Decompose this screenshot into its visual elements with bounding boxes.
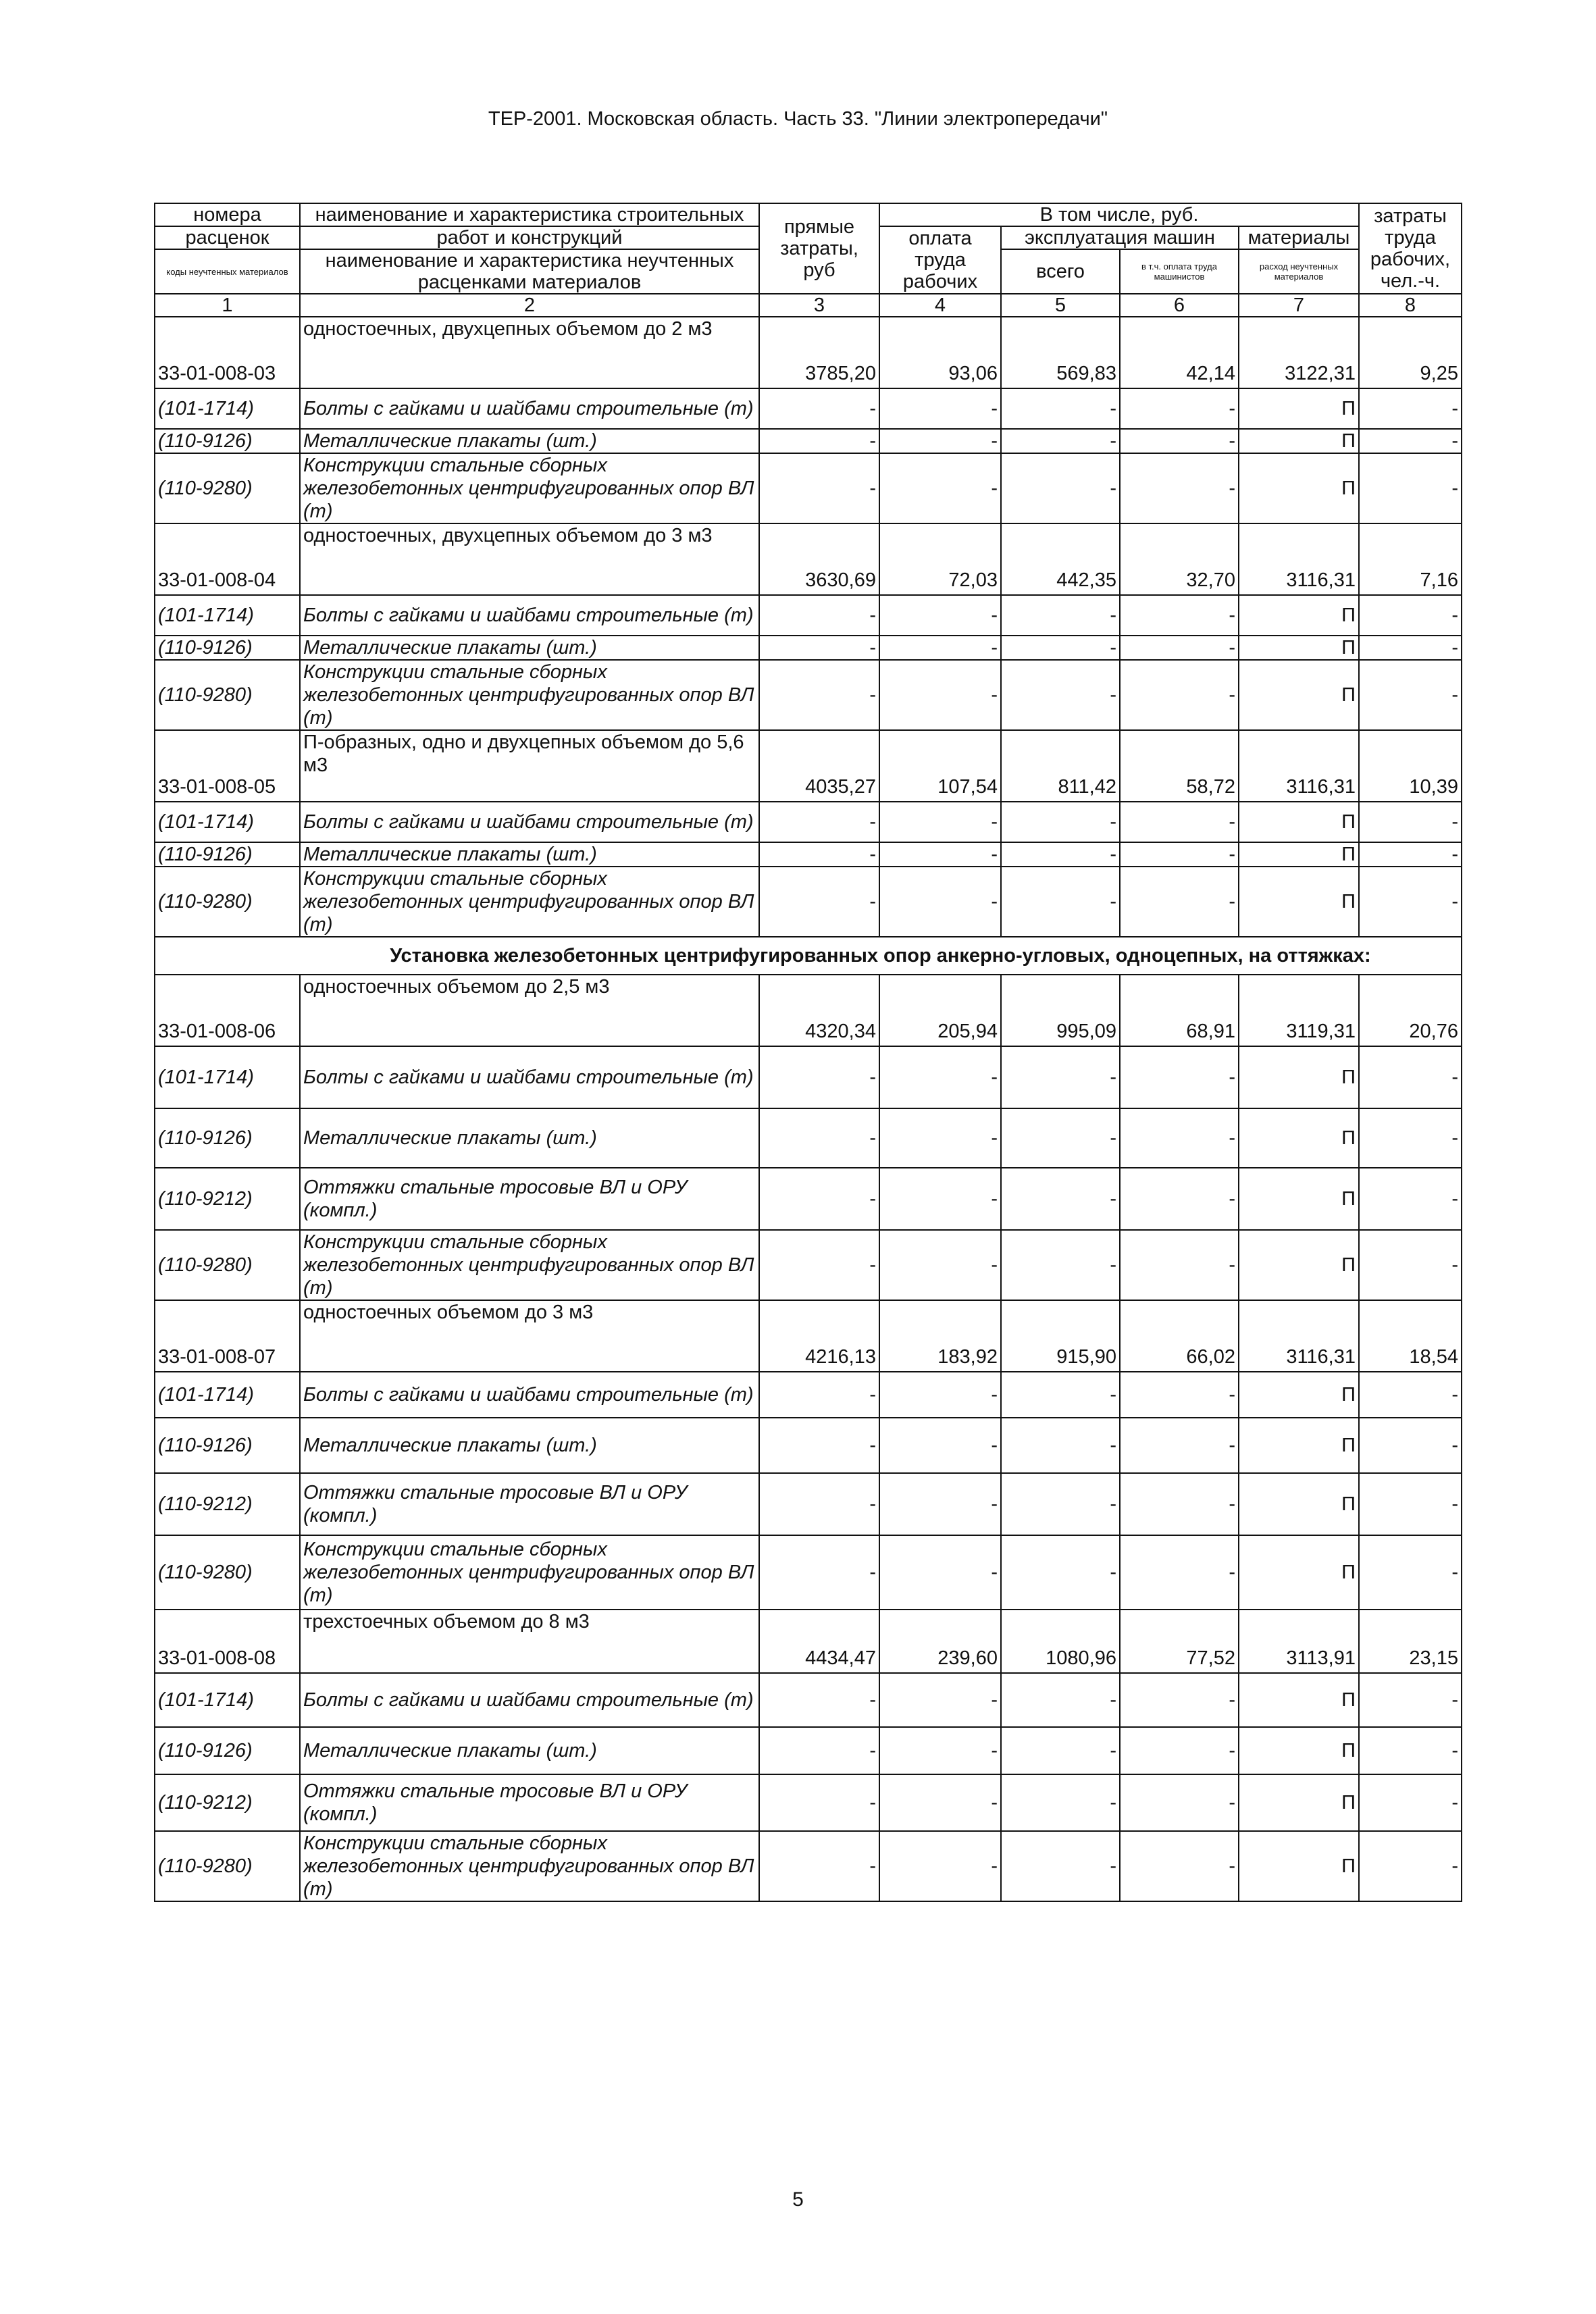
dash-cell: - bbox=[759, 802, 879, 842]
dash-cell: - bbox=[1120, 1168, 1239, 1230]
dash-cell: - bbox=[1359, 429, 1462, 453]
dash-cell: - bbox=[759, 867, 879, 937]
direct-cost: 4216,13 bbox=[759, 1300, 879, 1372]
dash-cell: - bbox=[759, 1673, 879, 1727]
col1-header-small: коды неучтенных материалов bbox=[155, 249, 300, 294]
dash-cell: - bbox=[1001, 1535, 1120, 1610]
dash-cell: - bbox=[1001, 1372, 1120, 1418]
material-mark: П bbox=[1239, 1673, 1359, 1727]
material-code: (101-1714) bbox=[155, 595, 300, 636]
dash-cell: - bbox=[1001, 867, 1120, 937]
dash-cell: - bbox=[1359, 1673, 1462, 1727]
labor-cost: 239,60 bbox=[879, 1610, 1001, 1673]
labor-cost: 72,03 bbox=[879, 523, 1001, 595]
dash-cell: - bbox=[1359, 867, 1462, 937]
dash-cell: - bbox=[879, 1168, 1001, 1230]
material-row bbox=[155, 636, 1462, 660]
dash-cell: - bbox=[1359, 842, 1462, 867]
col-num-4: 4 bbox=[879, 294, 1001, 317]
dash-cell: - bbox=[1359, 1046, 1462, 1108]
dash-cell: - bbox=[879, 1230, 1001, 1300]
material-row bbox=[155, 1727, 1462, 1774]
rates-table bbox=[154, 203, 1462, 1902]
material-mark: П bbox=[1239, 867, 1359, 937]
dash-cell: - bbox=[1359, 1168, 1462, 1230]
material-row bbox=[155, 802, 1462, 842]
dash-cell: - bbox=[759, 660, 879, 730]
col1-header-top: номера bbox=[155, 203, 300, 226]
rate-name: одностоечных объемом до 3 м3 bbox=[300, 1300, 759, 1372]
dash-cell: - bbox=[1001, 660, 1120, 730]
rate-code: 33-01-008-07 bbox=[155, 1300, 300, 1372]
machines-total: 569,83 bbox=[1001, 317, 1120, 388]
rate-code: 33-01-008-03 bbox=[155, 317, 300, 388]
dash-cell: - bbox=[879, 636, 1001, 660]
rate-row bbox=[155, 1610, 1462, 1673]
dash-cell: - bbox=[759, 1168, 879, 1230]
col8-header: затраты труда рабочих, чел.-ч. bbox=[1359, 203, 1462, 294]
machines-header: эксплуатация машин bbox=[1001, 226, 1239, 249]
material-row bbox=[155, 1831, 1462, 1901]
dash-cell: - bbox=[1001, 429, 1120, 453]
dash-cell: - bbox=[879, 1046, 1001, 1108]
rate-name: одностоечных, двухцепных объемом до 3 м3 bbox=[300, 523, 759, 595]
material-row bbox=[155, 595, 1462, 636]
labor-hours: 7,16 bbox=[1359, 523, 1462, 595]
material-name: Конструкции стальные сборных железобетонных центрифугированных опор ВЛ (т) bbox=[300, 660, 759, 730]
dash-cell: - bbox=[879, 842, 1001, 867]
dash-cell: - bbox=[879, 802, 1001, 842]
col2-header-mid: работ и конструкций bbox=[300, 226, 759, 249]
col-num-7: 7 bbox=[1239, 294, 1359, 317]
page-header: ТЕР-2001. Московская область. Часть 33. "Линии электропередачи" bbox=[488, 108, 1108, 130]
rate-name: П-образных, одно и двухцепных объемом до 5,6 м3 bbox=[300, 730, 759, 802]
material-row bbox=[155, 1473, 1462, 1535]
direct-cost: 4434,47 bbox=[759, 1610, 879, 1673]
dash-cell: - bbox=[879, 1727, 1001, 1774]
col2-header-top: наименование и характеристика строительных bbox=[300, 203, 759, 226]
direct-cost: 4320,34 bbox=[759, 975, 879, 1046]
machines-total: 442,35 bbox=[1001, 523, 1120, 595]
dash-cell: - bbox=[1120, 1230, 1239, 1300]
material-code: (110-9212) bbox=[155, 1168, 300, 1230]
machinists-labor: 58,72 bbox=[1120, 730, 1239, 802]
dash-cell: - bbox=[1001, 1046, 1120, 1108]
material-name: Болты с гайками и шайбами строительные (т) bbox=[300, 1046, 759, 1108]
col-num-2: 2 bbox=[300, 294, 759, 317]
materials-cost: 3119,31 bbox=[1239, 975, 1359, 1046]
col4-header: оплата труда рабочих bbox=[879, 226, 1001, 294]
material-code: (110-9280) bbox=[155, 867, 300, 937]
col5-header: всего bbox=[1001, 249, 1120, 294]
material-mark: П bbox=[1239, 1230, 1359, 1300]
rate-row bbox=[155, 975, 1462, 1046]
col2-header-bot2: расценками материалов bbox=[300, 272, 759, 294]
machinists-labor: 66,02 bbox=[1120, 1300, 1239, 1372]
dash-cell: - bbox=[1001, 1673, 1120, 1727]
material-name: Болты с гайками и шайбами строительные (т) bbox=[300, 1673, 759, 1727]
dash-cell: - bbox=[759, 429, 879, 453]
rate-name: одностоечных объемом до 2,5 м3 bbox=[300, 975, 759, 1046]
dash-cell: - bbox=[1001, 453, 1120, 523]
material-name: Конструкции стальные сборных железобетонных центрифугированных опор ВЛ (т) bbox=[300, 1230, 759, 1300]
material-name: Болты с гайками и шайбами строительные (т) bbox=[300, 802, 759, 842]
dash-cell: - bbox=[1359, 1473, 1462, 1535]
rate-code: 33-01-008-04 bbox=[155, 523, 300, 595]
material-name: Металлические плакаты (шт.) bbox=[300, 1108, 759, 1168]
material-mark: П bbox=[1239, 429, 1359, 453]
dash-cell: - bbox=[1001, 1473, 1120, 1535]
dash-cell: - bbox=[1359, 595, 1462, 636]
dash-cell: - bbox=[879, 1673, 1001, 1727]
dash-cell: - bbox=[1001, 388, 1120, 429]
dash-cell: - bbox=[1001, 636, 1120, 660]
dash-cell: - bbox=[1120, 1673, 1239, 1727]
dash-cell: - bbox=[1359, 1535, 1462, 1610]
dash-cell: - bbox=[1359, 1831, 1462, 1901]
dash-cell: - bbox=[1120, 1046, 1239, 1108]
material-code: (110-9126) bbox=[155, 636, 300, 660]
material-code: (110-9126) bbox=[155, 429, 300, 453]
material-code: (110-9280) bbox=[155, 1230, 300, 1300]
dash-cell: - bbox=[879, 1372, 1001, 1418]
dash-cell: - bbox=[1120, 867, 1239, 937]
dash-cell: - bbox=[879, 1535, 1001, 1610]
rate-row bbox=[155, 730, 1462, 802]
dash-cell: - bbox=[1120, 1774, 1239, 1831]
dash-cell: - bbox=[1001, 1108, 1120, 1168]
rate-row bbox=[155, 523, 1462, 595]
direct-cost: 4035,27 bbox=[759, 730, 879, 802]
dash-cell: - bbox=[759, 1831, 879, 1901]
material-code: (110-9126) bbox=[155, 1418, 300, 1473]
dash-cell: - bbox=[1001, 595, 1120, 636]
labor-cost: 183,92 bbox=[879, 1300, 1001, 1372]
dash-cell: - bbox=[1120, 802, 1239, 842]
col-num-8: 8 bbox=[1359, 294, 1462, 317]
col-num-5: 5 bbox=[1001, 294, 1120, 317]
col-num-6: 6 bbox=[1120, 294, 1239, 317]
dash-cell: - bbox=[759, 453, 879, 523]
dash-cell: - bbox=[759, 1108, 879, 1168]
material-name: Конструкции стальные сборных железобетонных центрифугированных опор ВЛ (т) bbox=[300, 1535, 759, 1610]
dash-cell: - bbox=[759, 1473, 879, 1535]
material-mark: П bbox=[1239, 1774, 1359, 1831]
material-row bbox=[155, 1535, 1462, 1610]
material-code: (110-9280) bbox=[155, 660, 300, 730]
dash-cell: - bbox=[1001, 1168, 1120, 1230]
dash-cell: - bbox=[1120, 842, 1239, 867]
machinists-labor: 42,14 bbox=[1120, 317, 1239, 388]
labor-hours: 20,76 bbox=[1359, 975, 1462, 1046]
dash-cell: - bbox=[1120, 660, 1239, 730]
labor-hours: 18,54 bbox=[1359, 1300, 1462, 1372]
material-mark: П bbox=[1239, 1831, 1359, 1901]
material-code: (110-9126) bbox=[155, 1108, 300, 1168]
col-num-3: 3 bbox=[759, 294, 879, 317]
material-code: (110-9280) bbox=[155, 1535, 300, 1610]
material-mark: П bbox=[1239, 1372, 1359, 1418]
material-row bbox=[155, 867, 1462, 937]
material-row bbox=[155, 1372, 1462, 1418]
material-mark: П bbox=[1239, 595, 1359, 636]
material-mark: П bbox=[1239, 1108, 1359, 1168]
dash-cell: - bbox=[879, 660, 1001, 730]
dash-cell: - bbox=[1359, 1774, 1462, 1831]
materials-cost: 3113,91 bbox=[1239, 1610, 1359, 1673]
dash-cell: - bbox=[879, 453, 1001, 523]
labor-cost: 107,54 bbox=[879, 730, 1001, 802]
materials-cost: 3122,31 bbox=[1239, 317, 1359, 388]
dash-cell: - bbox=[1359, 1418, 1462, 1473]
material-row bbox=[155, 1230, 1462, 1300]
col7-header: расход неучтенных материалов bbox=[1239, 249, 1359, 294]
material-mark: П bbox=[1239, 636, 1359, 660]
section-spacer bbox=[155, 937, 300, 975]
dash-cell: - bbox=[1120, 1727, 1239, 1774]
rate-code: 33-01-008-08 bbox=[155, 1610, 300, 1673]
material-row bbox=[155, 842, 1462, 867]
material-name: Конструкции стальные сборных железобетонных центрифугированных опор ВЛ (т) bbox=[300, 453, 759, 523]
col-num-1: 1 bbox=[155, 294, 300, 317]
dash-cell: - bbox=[1001, 1831, 1120, 1901]
material-mark: П bbox=[1239, 660, 1359, 730]
header-row-1 bbox=[155, 203, 1462, 226]
dash-cell: - bbox=[879, 867, 1001, 937]
material-code: (101-1714) bbox=[155, 1372, 300, 1418]
materials-header: материалы bbox=[1239, 226, 1359, 249]
dash-cell: - bbox=[1001, 802, 1120, 842]
material-mark: П bbox=[1239, 842, 1359, 867]
dash-cell: - bbox=[1359, 453, 1462, 523]
dash-cell: - bbox=[759, 1372, 879, 1418]
materials-cost: 3116,31 bbox=[1239, 730, 1359, 802]
dash-cell: - bbox=[759, 1046, 879, 1108]
dash-cell: - bbox=[759, 1230, 879, 1300]
material-name: Оттяжки стальные тросовые ВЛ и ОРУ (компл.) bbox=[300, 1168, 759, 1230]
direct-cost: 3630,69 bbox=[759, 523, 879, 595]
labor-hours: 9,25 bbox=[1359, 317, 1462, 388]
material-row bbox=[155, 1673, 1462, 1727]
dash-cell: - bbox=[1120, 636, 1239, 660]
rate-name: одностоечных, двухцепных объемом до 2 м3 bbox=[300, 317, 759, 388]
col2-header-bot1: наименование и характеристика неучтенных bbox=[300, 249, 759, 272]
dash-cell: - bbox=[759, 636, 879, 660]
page-number: 5 bbox=[792, 2188, 804, 2211]
dash-cell: - bbox=[759, 842, 879, 867]
dash-cell: - bbox=[1001, 1774, 1120, 1831]
material-code: (110-9126) bbox=[155, 842, 300, 867]
material-row bbox=[155, 1108, 1462, 1168]
material-mark: П bbox=[1239, 1168, 1359, 1230]
dash-cell: - bbox=[1359, 1108, 1462, 1168]
labor-hours: 10,39 bbox=[1359, 730, 1462, 802]
section-row bbox=[155, 937, 1462, 975]
material-mark: П bbox=[1239, 1535, 1359, 1610]
rate-row bbox=[155, 1300, 1462, 1372]
material-row bbox=[155, 1774, 1462, 1831]
dash-cell: - bbox=[1359, 660, 1462, 730]
dash-cell: - bbox=[879, 595, 1001, 636]
machines-total: 1080,96 bbox=[1001, 1610, 1120, 1673]
dash-cell: - bbox=[1120, 429, 1239, 453]
dash-cell: - bbox=[1120, 1372, 1239, 1418]
machines-total: 811,42 bbox=[1001, 730, 1120, 802]
section-title: Установка железобетонных центрифугированных опор анкерно-угловых, одноцепных, на оттяжках: bbox=[300, 937, 1462, 975]
dash-cell: - bbox=[879, 388, 1001, 429]
material-name: Металлические плакаты (шт.) bbox=[300, 1418, 759, 1473]
rate-code: 33-01-008-05 bbox=[155, 730, 300, 802]
dash-cell: - bbox=[1001, 1230, 1120, 1300]
dash-cell: - bbox=[1359, 1230, 1462, 1300]
material-name: Конструкции стальные сборных железобетонных центрифугированных опор ВЛ (т) bbox=[300, 867, 759, 937]
labor-cost: 205,94 bbox=[879, 975, 1001, 1046]
dash-cell: - bbox=[1120, 1473, 1239, 1535]
labor-cost: 93,06 bbox=[879, 317, 1001, 388]
material-code: (110-9126) bbox=[155, 1727, 300, 1774]
material-row bbox=[155, 660, 1462, 730]
dash-cell: - bbox=[1001, 1727, 1120, 1774]
machines-total: 995,09 bbox=[1001, 975, 1120, 1046]
materials-cost: 3116,31 bbox=[1239, 1300, 1359, 1372]
dash-cell: - bbox=[1120, 1108, 1239, 1168]
dash-cell: - bbox=[1001, 842, 1120, 867]
dash-cell: - bbox=[1359, 802, 1462, 842]
material-code: (110-9280) bbox=[155, 1831, 300, 1901]
material-row bbox=[155, 1046, 1462, 1108]
material-row bbox=[155, 388, 1462, 429]
dash-cell: - bbox=[759, 1535, 879, 1610]
material-code: (110-9212) bbox=[155, 1473, 300, 1535]
dash-cell: - bbox=[1359, 1727, 1462, 1774]
dash-cell: - bbox=[879, 1831, 1001, 1901]
materials-cost: 3116,31 bbox=[1239, 523, 1359, 595]
material-mark: П bbox=[1239, 802, 1359, 842]
material-row bbox=[155, 1168, 1462, 1230]
material-name: Оттяжки стальные тросовые ВЛ и ОРУ (компл.) bbox=[300, 1473, 759, 1535]
material-code: (110-9280) bbox=[155, 453, 300, 523]
material-mark: П bbox=[1239, 1418, 1359, 1473]
dash-cell: - bbox=[879, 429, 1001, 453]
dash-cell: - bbox=[1120, 595, 1239, 636]
dash-cell: - bbox=[1120, 1831, 1239, 1901]
dash-cell: - bbox=[759, 595, 879, 636]
col3-header: прямые затраты, руб bbox=[759, 203, 879, 294]
material-name: Конструкции стальные сборных железобетонных центрифугированных опор ВЛ (т) bbox=[300, 1831, 759, 1901]
material-name: Металлические плакаты (шт.) bbox=[300, 1727, 759, 1774]
material-mark: П bbox=[1239, 453, 1359, 523]
material-name: Металлические плакаты (шт.) bbox=[300, 429, 759, 453]
column-number-row bbox=[155, 294, 1462, 317]
machines-total: 915,90 bbox=[1001, 1300, 1120, 1372]
dash-cell: - bbox=[759, 1727, 879, 1774]
rate-name: трехстоечных объемом до 8 м3 bbox=[300, 1610, 759, 1673]
material-code: (101-1714) bbox=[155, 802, 300, 842]
dash-cell: - bbox=[1120, 1535, 1239, 1610]
material-row bbox=[155, 429, 1462, 453]
rate-row bbox=[155, 317, 1462, 388]
material-name: Болты с гайками и шайбами строительные (т) bbox=[300, 1372, 759, 1418]
dash-cell: - bbox=[759, 1418, 879, 1473]
dash-cell: - bbox=[1359, 1372, 1462, 1418]
col1-header-mid: расценок bbox=[155, 226, 300, 249]
machinists-labor: 32,70 bbox=[1120, 523, 1239, 595]
material-mark: П bbox=[1239, 1046, 1359, 1108]
dash-cell: - bbox=[1120, 453, 1239, 523]
dash-cell: - bbox=[759, 388, 879, 429]
material-name: Металлические плакаты (шт.) bbox=[300, 842, 759, 867]
dash-cell: - bbox=[879, 1473, 1001, 1535]
material-code: (101-1714) bbox=[155, 1673, 300, 1727]
material-mark: П bbox=[1239, 1727, 1359, 1774]
dash-cell: - bbox=[1120, 1418, 1239, 1473]
dash-cell: - bbox=[879, 1774, 1001, 1831]
dash-cell: - bbox=[1120, 388, 1239, 429]
rate-code: 33-01-008-06 bbox=[155, 975, 300, 1046]
machinists-labor: 68,91 bbox=[1120, 975, 1239, 1046]
dash-cell: - bbox=[879, 1108, 1001, 1168]
material-mark: П bbox=[1239, 1473, 1359, 1535]
dash-cell: - bbox=[759, 1774, 879, 1831]
material-row bbox=[155, 1418, 1462, 1473]
machinists-labor: 77,52 bbox=[1120, 1610, 1239, 1673]
direct-cost: 3785,20 bbox=[759, 317, 879, 388]
material-code: (101-1714) bbox=[155, 388, 300, 429]
material-name: Металлические плакаты (шт.) bbox=[300, 636, 759, 660]
material-mark: П bbox=[1239, 388, 1359, 429]
dash-cell: - bbox=[1359, 388, 1462, 429]
material-row bbox=[155, 453, 1462, 523]
material-code: (110-9212) bbox=[155, 1774, 300, 1831]
col6-header: в т.ч. оплата труда машинистов bbox=[1120, 249, 1239, 294]
material-name: Оттяжки стальные тросовые ВЛ и ОРУ (компл.) bbox=[300, 1774, 759, 1831]
dash-cell: - bbox=[879, 1418, 1001, 1473]
dash-cell: - bbox=[1359, 636, 1462, 660]
labor-hours: 23,15 bbox=[1359, 1610, 1462, 1673]
dash-cell: - bbox=[1001, 1418, 1120, 1473]
incl-header: В том числе, руб. bbox=[879, 203, 1359, 226]
material-code: (101-1714) bbox=[155, 1046, 300, 1108]
material-name: Болты с гайками и шайбами строительные (т) bbox=[300, 388, 759, 429]
material-name: Болты с гайками и шайбами строительные (т) bbox=[300, 595, 759, 636]
